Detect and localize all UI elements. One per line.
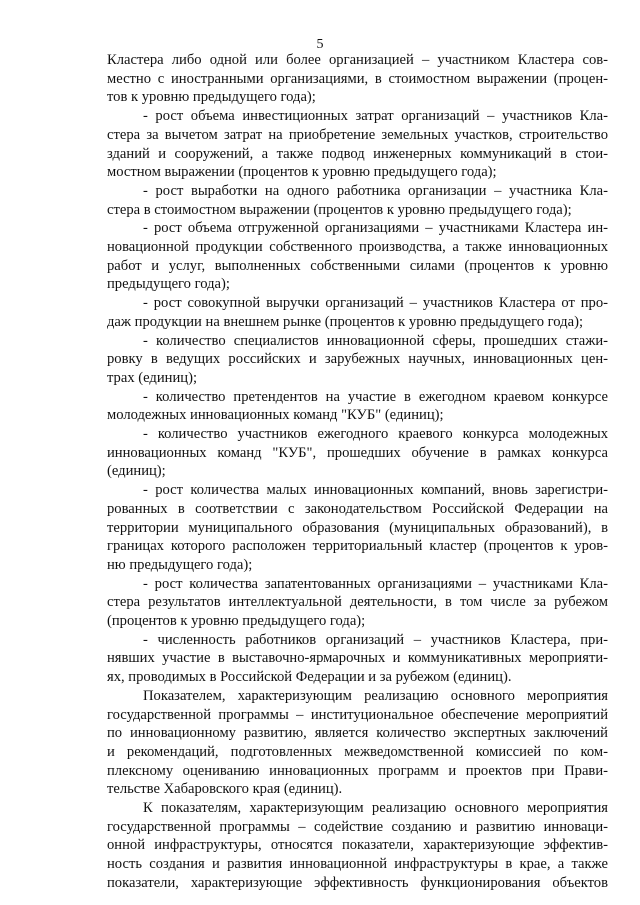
text-line: территории муниципального образования (муниципальных образований), в	[107, 519, 608, 536]
text-line: (процентов к уровню предыдущего года);	[107, 613, 366, 629]
text-line: - численность работников организаций – участников Кластера, при-	[143, 631, 608, 648]
text-line: - количество специалистов инновационной сферы, прошедших стажи-	[143, 332, 608, 349]
text-line: показатели, характеризующие эффективность функционирования объектов	[107, 874, 608, 891]
text-line: нявших участие в выставочно-ярмарочных и коммуникативных мероприяти-	[107, 650, 608, 667]
text-line: стера за вычетом затрат на приобретение земельных участков, строительство	[107, 126, 608, 143]
text-line: тельстве Хабаровского края (единиц).	[107, 781, 343, 798]
page-number: 5	[316, 37, 324, 52]
text-line: молодежных инновационных команд "КУБ" (единиц);	[107, 407, 444, 424]
text-line: работ и услуг, выполненных собственными силами (процентов к уровню	[107, 257, 608, 274]
text-line: рованных в соответствии с законодательством Российской Федерации на	[107, 500, 608, 517]
text-line: - рост выработки на одного работника организации – участника Кла-	[143, 182, 608, 199]
text-line: стера результатов интеллектуальной деятельности, в том числе за рубежом	[107, 594, 608, 611]
text-line: ровку в ведущих российских и зарубежных научных, инновационных цен-	[107, 351, 608, 368]
text-line: государственной программы – содействие созданию и развитию инноваци-	[107, 818, 608, 835]
text-line: ность создания и развития инновационной инфраструктуры в крае, а также	[107, 856, 608, 873]
text-line: К показателям, характеризующим реализацию основного мероприятия	[143, 800, 608, 816]
text-line: стера в стоимостном выражении (процентов к уровню предыдущего года);	[107, 201, 572, 218]
text-line: мостном выражении (процентов к уровню предыдущего года);	[107, 164, 497, 181]
text-line: местно с иностранными организациями, в стоимостном выражении (процен-	[107, 70, 608, 87]
text-line: - рост совокупной выручки организаций – участников Кластера от про-	[143, 295, 608, 312]
text-line: и рекомендаций, подготовленных межведомственной комиссией по ком-	[107, 743, 608, 760]
text-line: Кластера либо одной или более организацией – участником Кластера сов-	[107, 52, 608, 68]
text-line: даж продукции на внешнем рынке (процентов к уровню предыдущего года);	[107, 313, 583, 330]
text-line: - количество претендентов на участие в ежегодном краевом конкурсе	[143, 388, 608, 405]
text-line: Показателем, характеризующим реализацию основного мероприятия	[143, 687, 608, 704]
text-line: - рост объема отгруженной организациями – участниками Кластера ин-	[143, 220, 608, 237]
text-line: (единиц);	[107, 463, 166, 480]
text-line: ню предыдущего года);	[107, 556, 253, 573]
text-line: зданий и сооружений, а также подвод инженерных коммуникаций в стои-	[107, 145, 608, 162]
text-line: границах которого расположен территориальный кластер (процентов к уров-	[107, 538, 608, 555]
text-line: плексному оцениванию инновационных программ и проектов при Прави-	[107, 762, 608, 779]
text-line: инновационных команд "КУБ", прошедших обучение в рамках конкурса	[107, 444, 608, 461]
text-line: по инновационному развитию, является количество экспертных заключений	[107, 725, 608, 742]
text-line: - количество участников ежегодного краевого конкурса молодежных	[143, 426, 608, 442]
text-line: новационной продукции собственного производства, а также инновационных	[107, 239, 608, 255]
text-line: трах (единиц);	[107, 369, 197, 386]
text-line: тов к уровню предыдущего года);	[107, 89, 316, 106]
text-line: - рост количества запатентованных организациями – участниками Кла-	[143, 575, 608, 592]
text-line: - рост объема инвестиционных затрат организаций – участников Кла-	[143, 108, 608, 125]
text-line: онной инфраструктуры, относятся показатели, характеризующие эффектив-	[107, 837, 608, 854]
text-line: ях, проводимых в Российской Федерации и за рубежом (единиц).	[107, 669, 512, 686]
text-line: предыдущего года);	[107, 276, 230, 293]
text-line: государственной программы – институциональное обеспечение мероприятий	[107, 706, 608, 723]
text-line: - рост количества малых инновационных компаний, вновь зарегистри-	[143, 482, 608, 499]
